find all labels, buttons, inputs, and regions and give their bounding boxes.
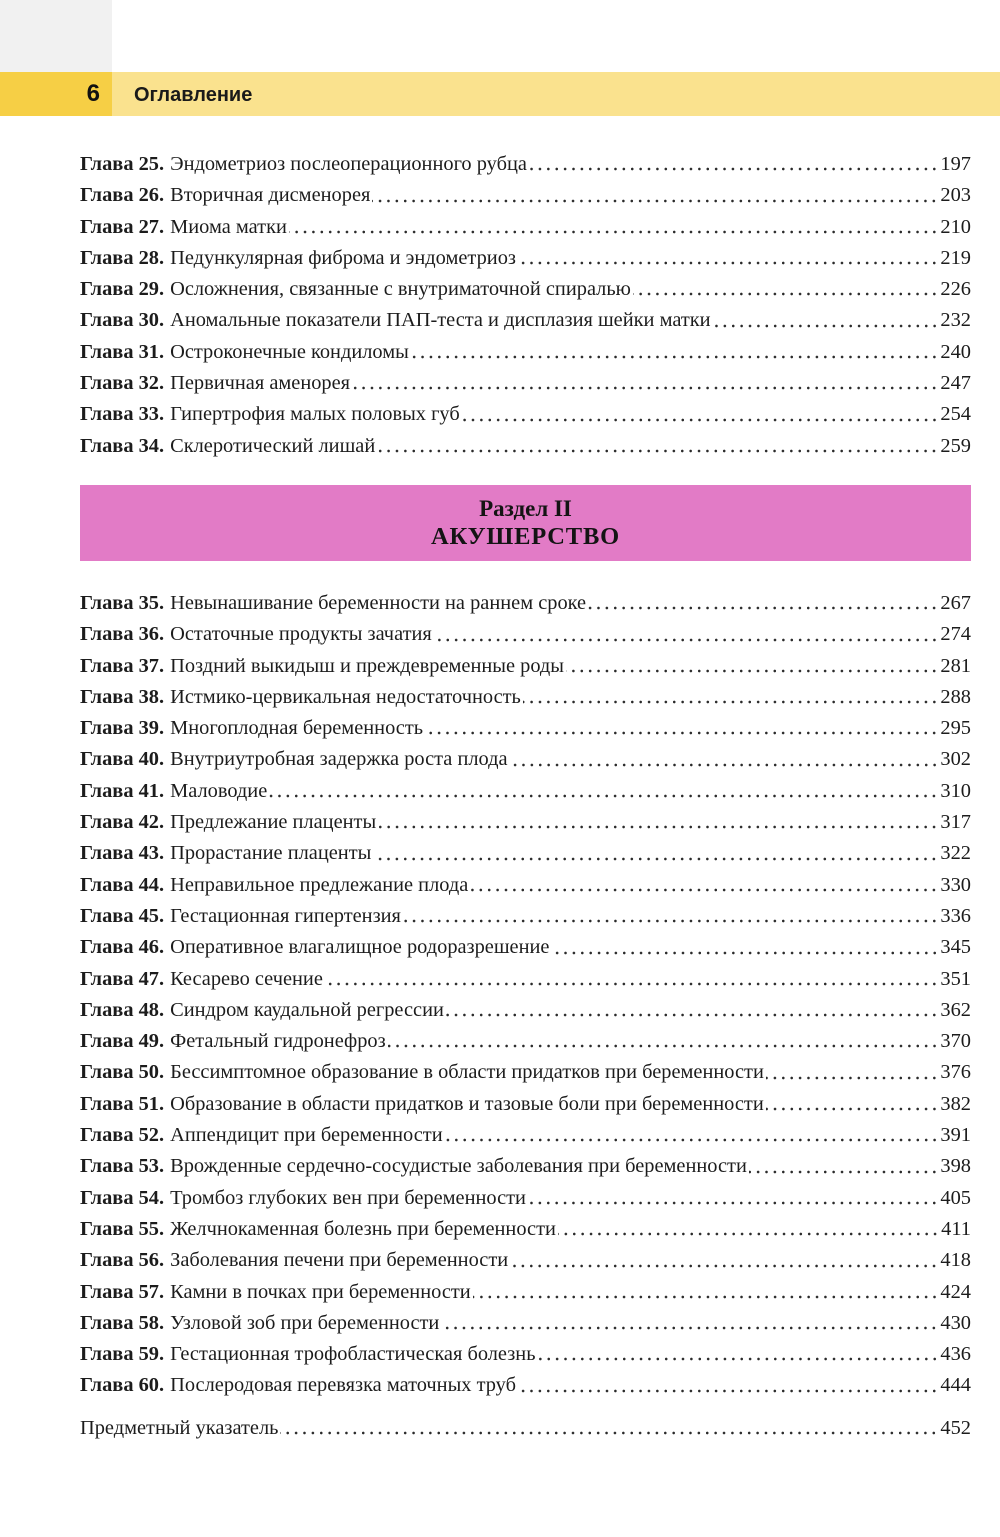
toc-entry-chapter-label: Глава 32. [80, 372, 165, 395]
toc-entry[interactable] [80, 838, 971, 869]
dot-leader [378, 823, 938, 831]
toc-entry-title: Прорастание плаценты [170, 842, 372, 865]
toc-entry-page: 362 [940, 998, 971, 1021]
dot-leader [411, 353, 939, 361]
toc-entry-page: 274 [940, 623, 971, 646]
dot-leader [445, 1136, 939, 1144]
toc-entry-chapter-label: Глава 39. [80, 717, 165, 740]
toc-entry[interactable] [80, 1370, 971, 1401]
toc-entry-page: 197 [940, 153, 971, 175]
toc-entry-chapter-label: Глава 36. [80, 623, 165, 646]
toc-part-one [80, 149, 971, 462]
toc-entry-chapter-label: Глава 55. [80, 1217, 165, 1240]
toc-entry-chapter-label: Глава 37. [80, 654, 165, 677]
toc-entry-chapter-label: Глава 57. [80, 1280, 165, 1303]
dot-leader [633, 290, 939, 298]
dot-leader [269, 792, 938, 800]
toc-entry-page: 376 [940, 1061, 971, 1084]
dot-leader [403, 917, 938, 925]
toc-entry-title: Врожденные сердечно-сосудистые заболевания при беременности [170, 1155, 747, 1178]
toc-entry[interactable] [80, 274, 971, 305]
toc-entry-title: Миома матки [170, 215, 287, 238]
toc-entry[interactable] [80, 619, 971, 650]
toc-entry-chapter-label: Глава 60. [80, 1374, 165, 1397]
toc-entry[interactable] [80, 243, 971, 274]
toc-entry-title: Педункулярная фиброма и эндометриоз [170, 246, 516, 269]
dot-leader [566, 667, 938, 675]
toc-entry-page: 203 [940, 184, 971, 207]
dot-leader [289, 228, 939, 236]
toc-entry[interactable] [80, 180, 971, 211]
toc-entry-page: 391 [940, 1124, 971, 1147]
toc-entry-chapter-label: Глава 40. [80, 748, 165, 771]
dot-leader [425, 729, 938, 737]
toc-entry-page: 351 [940, 967, 971, 990]
toc-entry-chapter-label: Глава 53. [80, 1155, 165, 1178]
toc-entry-page: 398 [940, 1155, 971, 1178]
toc-entry[interactable] [80, 682, 971, 713]
toc-entry-title: Заболевания печени при беременности [170, 1249, 509, 1272]
toc-entry-page: 336 [940, 904, 971, 927]
toc-entry-chapter-label: Глава 29. [80, 278, 165, 301]
toc-entry-page: 418 [940, 1249, 971, 1272]
toc-entry[interactable] [80, 1089, 971, 1120]
running-header-title: Оглавление [134, 84, 253, 106]
toc-entry[interactable] [80, 651, 971, 682]
toc-entry-title: Камни в почках при беременности [170, 1280, 471, 1303]
toc-entry[interactable] [80, 901, 971, 932]
toc-entry-title: Послеродовая перевязка маточных труб [170, 1374, 516, 1397]
dot-leader [558, 1230, 939, 1238]
toc-entry-chapter-label: Глава 42. [80, 811, 165, 834]
toc-entry-chapter-label: Глава 34. [80, 434, 165, 457]
toc-entry-page: 322 [940, 842, 971, 865]
toc-entry[interactable] [80, 149, 971, 180]
toc-entry-page: 430 [940, 1311, 971, 1334]
dot-leader [352, 384, 938, 392]
toc-entry-title: Вторичная дисменорея [170, 184, 371, 207]
section-title: АКУШЕРСТВО [431, 523, 620, 550]
toc-entry-chapter-label: Глава 48. [80, 998, 165, 1021]
toc-entry-title: Бессимптомное образование в области придатков при беременности [170, 1061, 764, 1084]
dot-leader [510, 761, 939, 769]
toc-entry-page: 330 [940, 873, 971, 896]
toc-entry[interactable] [80, 431, 971, 462]
toc-entry-chapter-label: Глава 54. [80, 1186, 165, 1209]
toc-entry[interactable] [80, 995, 971, 1026]
toc-entry-title: Невынашивание беременности на раннем сроке [170, 592, 587, 614]
toc-entry-title: Склеротический лишай [170, 434, 376, 457]
toc-entry[interactable] [80, 776, 971, 807]
toc-entry-title: Неправильное предлежание плода [170, 873, 469, 896]
toc-entry-page: 424 [940, 1280, 971, 1303]
corner-shade [0, 0, 112, 72]
dot-leader [470, 886, 938, 894]
toc-entry-chapter-label: Глава 25. [80, 153, 165, 175]
toc-entry-page: 405 [940, 1186, 971, 1209]
toc-entry[interactable] [80, 870, 971, 901]
toc-entry-chapter-label: Глава 33. [80, 403, 165, 426]
toc-entry-page: 267 [940, 592, 971, 614]
dot-leader [552, 949, 939, 957]
toc-entry-chapter-label: Глава 58. [80, 1311, 165, 1334]
toc-entry[interactable] [80, 337, 971, 368]
toc-entry-chapter-label: Глава 35. [80, 592, 165, 614]
toc-entry-page: 317 [940, 811, 971, 834]
toc-entry-chapter-label: Глава 44. [80, 873, 165, 896]
toc-entry[interactable] [80, 1183, 971, 1214]
toc-entry-chapter-label: Глава 26. [80, 184, 165, 207]
toc-entry-chapter-label: Глава 49. [80, 1030, 165, 1053]
toc-entry[interactable] [80, 212, 971, 243]
toc-entry-title: Гестационная гипертензия [170, 904, 401, 927]
toc-entry[interactable] [80, 368, 971, 399]
toc-entry-title: Оперативное влагалищное родоразрешение [170, 936, 550, 959]
toc-entry-page: 370 [940, 1030, 971, 1053]
toc-entry-page: 345 [940, 936, 971, 959]
toc-entry-title: Гестационная трофобластическая болезнь [170, 1343, 536, 1366]
dot-leader [538, 1355, 939, 1363]
page-number: 6 [0, 72, 112, 116]
toc-entry[interactable] [80, 1308, 971, 1339]
toc-entry-page: 226 [940, 278, 971, 301]
toc-entry[interactable] [80, 1120, 971, 1151]
toc-entry-title: Желчнокаменная болезнь при беременности [170, 1217, 556, 1240]
toc-entry-page: 210 [940, 215, 971, 238]
toc-entry-chapter-label: Глава 51. [80, 1092, 165, 1115]
toc-entry-title: Первичная аменорея [170, 372, 351, 395]
toc-entry-chapter-label: Глава 41. [80, 779, 165, 802]
toc-entry-page: 232 [940, 309, 971, 332]
dot-leader [325, 980, 939, 988]
toc-entry-index[interactable] [80, 1413, 971, 1444]
toc-entry[interactable] [80, 1214, 971, 1245]
toc-entry-chapter-label: Глава 31. [80, 340, 165, 363]
toc-entry-chapter-label: Глава 47. [80, 967, 165, 990]
toc-entry-chapter-label: Глава 30. [80, 309, 165, 332]
dot-leader [766, 1105, 939, 1113]
toc-entry-title: Фетальный гидронефроз [170, 1030, 386, 1053]
dot-leader [434, 636, 939, 644]
toc-entry[interactable] [80, 1151, 971, 1182]
toc-entry-title: Предлежание плаценты [170, 811, 377, 834]
toc-entry-page: 302 [940, 748, 971, 771]
toc-entry[interactable] [80, 964, 971, 995]
toc-entry-page: 452 [940, 1417, 971, 1439]
dot-leader [373, 855, 938, 863]
toc-entry-page: 254 [940, 403, 971, 426]
dot-leader [377, 447, 938, 455]
section-banner [80, 485, 971, 561]
toc-entry-title: Остаточные продукты зачатия [170, 623, 432, 646]
toc-entry-chapter-label: Глава 38. [80, 685, 165, 708]
toc-entry-page: 382 [940, 1092, 971, 1115]
dot-leader [749, 1168, 939, 1176]
toc-entry-title: Маловодие [170, 779, 268, 802]
toc-entry-page: 436 [940, 1343, 971, 1366]
toc-entry-page: 247 [940, 372, 971, 395]
toc-entry-title: Многоплодная беременность [170, 717, 424, 740]
dot-leader [388, 1042, 939, 1050]
toc-entry-title: Внутриутробная задержка роста плода [170, 748, 508, 771]
dot-leader [280, 1429, 938, 1437]
toc-entry-page: 411 [941, 1217, 971, 1240]
dot-leader [528, 1199, 938, 1207]
toc-entry-title: Аппендицит при беременности [170, 1124, 443, 1147]
dot-leader [372, 197, 938, 205]
dot-leader [766, 1074, 939, 1082]
dot-leader [441, 1324, 938, 1332]
toc-entry[interactable] [80, 1057, 971, 1088]
toc-entry-page: 219 [940, 246, 971, 269]
toc-entry-chapter-label: Глава 50. [80, 1061, 165, 1084]
dot-leader [523, 698, 939, 706]
toc-part-two [80, 588, 971, 1402]
toc-entry-title: Тромбоз глубоких вен при беременности [170, 1186, 526, 1209]
toc-entry-title: Предметный указатель [80, 1417, 279, 1439]
toc-entry-title: Синдром каудальной регрессии [170, 998, 444, 1021]
toc-entry-title: Гипертрофия малых половых губ [170, 403, 460, 426]
toc-entry-page: 310 [940, 779, 971, 802]
dot-leader [518, 259, 938, 267]
toc-entry-title: Остроконечные кондиломы [170, 340, 409, 363]
toc-entry-page: 444 [940, 1374, 971, 1397]
toc-entry[interactable] [80, 588, 971, 619]
dot-leader [529, 165, 939, 173]
toc-entry[interactable] [80, 713, 971, 744]
dot-leader [446, 1011, 938, 1019]
toc-entry-chapter-label: Глава 27. [80, 215, 165, 238]
toc-entry-page: 288 [940, 685, 971, 708]
toc-entry-title: Осложнения, связанные с внутриматочной спиралью [170, 278, 631, 301]
toc-entry-title: Поздний выкидыш и преждевременные роды [170, 654, 565, 677]
dot-leader [713, 322, 939, 330]
toc-entry[interactable] [80, 932, 971, 963]
toc-entry[interactable] [80, 807, 971, 838]
toc-entry-page: 259 [940, 434, 971, 457]
toc-entry[interactable] [80, 399, 971, 430]
toc-entry-title: Аномальные показатели ПАП-теста и дисплазия шейки матки [170, 309, 711, 332]
dot-leader [518, 1387, 938, 1395]
toc-entry-title: Образование в области придатков и тазовые боли при беременности [170, 1092, 764, 1115]
toc-entry-title: Эндометриоз послеоперационного рубца [170, 153, 527, 175]
dot-leader [473, 1293, 939, 1301]
toc-entry[interactable] [80, 1277, 971, 1308]
toc-entry[interactable] [80, 744, 971, 775]
toc-entry[interactable] [80, 305, 971, 336]
toc-entry-title: Истмико-цервикальная недостаточность [170, 685, 521, 708]
toc-entry-page: 240 [940, 340, 971, 363]
toc-entry[interactable] [80, 1339, 971, 1370]
dot-leader [510, 1262, 938, 1270]
toc-entry[interactable] [80, 1245, 971, 1276]
toc-entry-chapter-label: Глава 43. [80, 842, 165, 865]
toc-entry-chapter-label: Глава 45. [80, 904, 165, 927]
dot-leader [588, 604, 938, 612]
toc-entry-page: 295 [940, 717, 971, 740]
toc-entry-page: 281 [940, 654, 971, 677]
toc-entry-chapter-label: Глава 56. [80, 1249, 165, 1272]
dot-leader [462, 416, 939, 424]
toc-entry-title: Кесарево сечение [170, 967, 323, 990]
toc-entry-title: Узловой зоб при беременности [170, 1311, 440, 1334]
toc-entry-chapter-label: Глава 59. [80, 1343, 165, 1366]
section-number: Раздел II [479, 496, 572, 521]
toc-entry-chapter-label: Глава 52. [80, 1124, 165, 1147]
toc-entry-chapter-label: Глава 28. [80, 246, 165, 269]
toc-entry-chapter-label: Глава 46. [80, 936, 165, 959]
toc-entry[interactable] [80, 1026, 971, 1057]
